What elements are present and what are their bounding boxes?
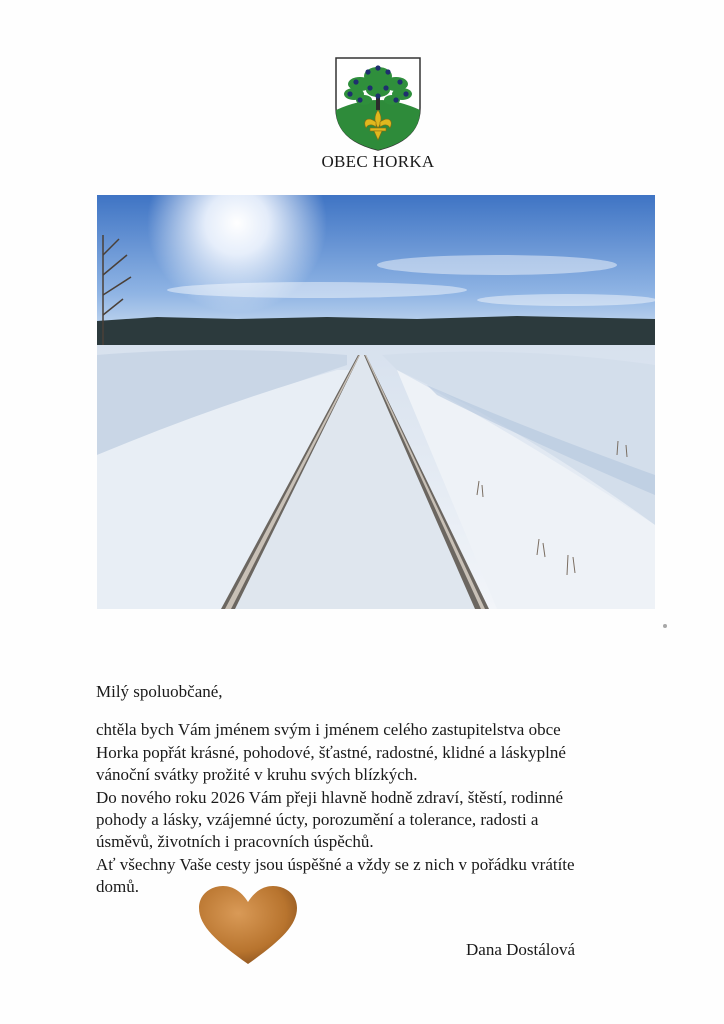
letter-greeting: Milý spoluobčané,	[96, 682, 223, 701]
municipality-name: OBEC HORKA	[321, 152, 435, 171]
heart-icon	[197, 884, 299, 968]
letter-body: chtěla bych Vám jménem svým i jménem celého zastupitelstva obce Horka popřát krásné, pohodové, šťastné, radostné, klidné a láskyplné vánoční svátky prožité v kruhu svých blízkých. Do nového roku 2026 Vám přeji hlavně hodně zdraví, štěstí, rodinné pohody a lásky, vzájemné úcty, porozumění a tolerance, radosti a úsměvů, životních i pracovních úspěchů. Ať všechny Vaše cesty jsou úspěšné a vždy se z nich v pořádku vrátíte domů.	[96, 720, 575, 897]
paper-speck	[663, 624, 667, 628]
signature: Dana Dostálová	[466, 940, 576, 959]
letter-text	[96, 681, 656, 899]
winter-railway-photo	[97, 195, 655, 609]
coat-of-arms-icon	[334, 56, 422, 152]
